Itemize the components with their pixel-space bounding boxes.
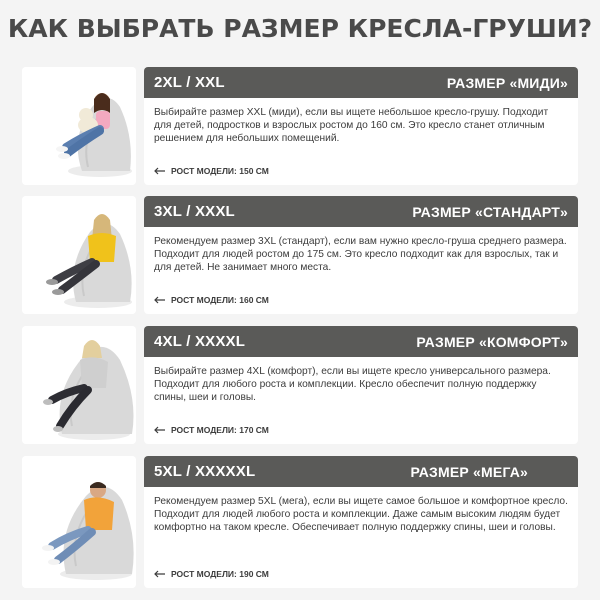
model-height-prefix: РОСТ МОДЕЛИ: [171,425,237,435]
beanbag-woman-grey-illustration [22,326,136,444]
size-card-standard [22,196,578,314]
size-description: Рекомендуем размер 3XL (стандарт), если вам нужно кресло-груша среднего размера. Подходит для людей ростом до 175 см. Это кресло подходит как для взрослых, так и для детей. Не занимает много места. [154,236,567,274]
arrow-left-icon [154,296,166,304]
size-description: Выбирайте размер 4XL (комфорт), если вы ищете кресло универсального размера. Подходит для любого роста и комплекции. Кресло обеспечит полную поддержку спины, шеи и головы. [154,366,551,404]
size-panel-comfort [144,326,578,444]
size-header-standard [144,196,578,227]
beanbag-woman-yellow-illustration [22,196,136,314]
size-panel-standard [144,196,578,314]
model-height-value: 170 СМ [239,425,269,435]
model-height [154,569,269,579]
model-height [154,295,269,305]
size-description: Рекомендуем размер 5XL (мега), если вы ищете самое большое и комфортное кресло. Подходит для людей любого роста и комплекции. Даже самым высоким людям будет комфортно на таком кресле. Обеспечивает полную поддержку спины, шеи и головы. [154,496,568,534]
product-photo-mega [22,456,136,588]
model-height-value: 160 СМ [239,295,269,305]
size-code: 5XL / XXXXXL [154,463,256,480]
model-height-value: 190 СМ [239,569,269,579]
size-code: 3XL / XXXL [154,203,235,220]
model-height [154,166,269,176]
size-name: РАЗМЕР «КОМФОРТ» [416,333,568,350]
size-panel-midi [144,67,578,185]
size-code: 4XL / XXXXL [154,333,246,350]
size-description: Выбирайте размер XXL (миди), если вы ищете небольшое кресло-грушу. Подходит для детей, подростков и взрослых ростом до 160 см. Это кресло станет отличным решением для небольших помещений. [154,107,549,145]
product-photo-standard [22,196,136,314]
size-name: РАЗМЕР «МЕГА» [410,463,528,480]
size-code: 2XL / XXL [154,74,225,91]
size-card-midi [22,67,578,185]
product-photo-comfort [22,326,136,444]
model-height-value: 150 СМ [239,166,269,176]
size-header-midi [144,67,578,98]
model-height-prefix: РОСТ МОДЕЛИ: [171,569,237,579]
size-name: РАЗМЕР «СТАНДАРТ» [412,203,568,220]
arrow-left-icon [154,570,166,578]
size-header-mega [144,456,578,487]
size-card-comfort [22,326,578,444]
size-panel-mega [144,456,578,588]
size-header-comfort [144,326,578,357]
model-height [154,425,269,435]
model-height-prefix: РОСТ МОДЕЛИ: [171,295,237,305]
beanbag-man-orange-illustration [22,456,136,588]
size-card-mega [22,456,578,579]
arrow-left-icon [154,426,166,434]
size-name: РАЗМЕР «МИДИ» [446,74,568,91]
page-title: КАК ВЫБРАТЬ РАЗМЕР КРЕСЛА-ГРУШИ? [7,14,593,43]
model-height-prefix: РОСТ МОДЕЛИ: [171,166,237,176]
product-photo-midi [22,67,136,185]
arrow-left-icon [154,167,166,175]
beanbag-child-illustration [22,67,136,185]
